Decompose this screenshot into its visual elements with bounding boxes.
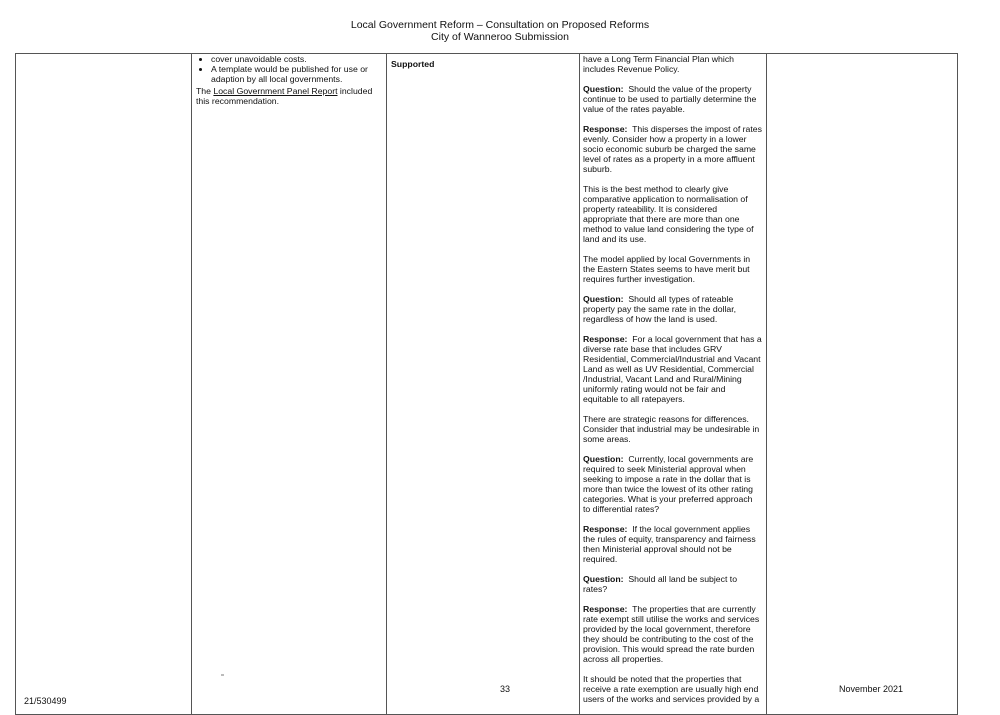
question-paragraph xyxy=(583,84,762,114)
document-reference: 21/530499 xyxy=(24,696,67,706)
paragraph-suffix: included this recommendation. xyxy=(196,86,373,106)
comment-paragraph: It should be noted that the properties that receive a rate exemption are usually high end users of the works and services provided by a xyxy=(583,674,760,704)
response-label: Response: xyxy=(583,334,628,344)
comment-paragraph: have a Long Term Financial Plan which includes Revenue Policy. xyxy=(583,54,734,74)
table-row xyxy=(16,54,958,715)
proposal-bullet-list xyxy=(196,54,382,84)
status-label: Supported xyxy=(391,59,435,69)
response-text: The properties that are currently rate exempt still utilise the works and services provided by the local government, therefore they should be contributing to the cost of the provision. This would spread the rate burden across all properties. xyxy=(583,604,762,664)
question-paragraph xyxy=(583,454,762,514)
question-paragraph xyxy=(583,574,762,594)
response-paragraph xyxy=(583,524,762,564)
status-cell xyxy=(387,54,580,715)
question-paragraph xyxy=(583,294,762,324)
question-label: Question: xyxy=(583,454,624,464)
list-item: • cover unavoidable costs. xyxy=(211,54,382,64)
list-item: • A template would be published for use or adaption by all local governments. xyxy=(211,64,382,84)
question-text: Should the value of the property continue to be used to partially determine the value of the rates payable. xyxy=(583,84,759,114)
question-text: Should all types of rateable property pay the same rate in the dollar, regardless of how the land is used. xyxy=(583,294,739,324)
response-label: Response: xyxy=(583,604,628,614)
question-label: Question: xyxy=(583,84,624,94)
response-text: If the local government applies the rules of equity, transparency and fairness then Ministerial approval should not be required. xyxy=(583,524,759,564)
panel-report-link[interactable]: Local Government Panel Report xyxy=(213,86,338,96)
response-text: For a local government that has a diverse rate base that includes GRV Residential, Commercial/Industrial and Vacant Land as well as UV Residential, Commercial /Industrial, Vacant Land and Rural/Mining uniformly rating would not be fair and equitable to all ratepayers. xyxy=(583,334,765,404)
response-text: This disperses the impost of rates evenly. Consider how a property in a lower socio economic suburb be charged the same level of rates as a property in a more affluent suburb. xyxy=(583,124,765,174)
response-paragraph xyxy=(583,124,765,174)
scan-mark xyxy=(221,674,224,676)
proposal-cell xyxy=(192,54,387,715)
response-paragraph xyxy=(583,604,762,664)
question-label: Question: xyxy=(583,574,624,584)
submission-table xyxy=(15,53,958,715)
page-header xyxy=(0,19,1000,43)
question-text: Currently, local governments are required to seek Ministerial approval when seeking to impose a rate in the dollar that is more than twice the lowest of its other rating categories. What is your preferred approach to differential rates? xyxy=(583,454,756,514)
response-paragraph xyxy=(583,334,765,404)
comment-paragraph: There are strategic reasons for differences. Consider that industrial may be undesirable in some areas. xyxy=(583,414,760,444)
document-title: Local Government Reform – Consultation on Proposed Reforms xyxy=(350,19,650,31)
empty-cell-1 xyxy=(16,54,192,715)
empty-cell-5 xyxy=(767,54,958,715)
panel-report-paragraph xyxy=(196,86,382,106)
page-number: 33 xyxy=(500,684,511,694)
paragraph-prefix: The xyxy=(196,86,214,96)
comment-paragraph: The model applied by local Governments in the Eastern States seems to have merit but requires further investigation. xyxy=(583,254,751,284)
comment-paragraph: This is the best method to clearly give comparative application to normalisation of property rateability. It is considered appropriate that there are more than one method to value land considering the type of land and its use. xyxy=(583,184,754,244)
document-subtitle: City of Wanneroo Submission xyxy=(431,31,569,43)
footer-date: November 2021 xyxy=(839,684,904,694)
response-label: Response: xyxy=(583,524,628,534)
comment-cell xyxy=(580,54,767,715)
question-text: Should all land be subject to rates? xyxy=(583,574,740,594)
response-label: Response: xyxy=(583,124,628,134)
question-label: Question: xyxy=(583,294,624,304)
